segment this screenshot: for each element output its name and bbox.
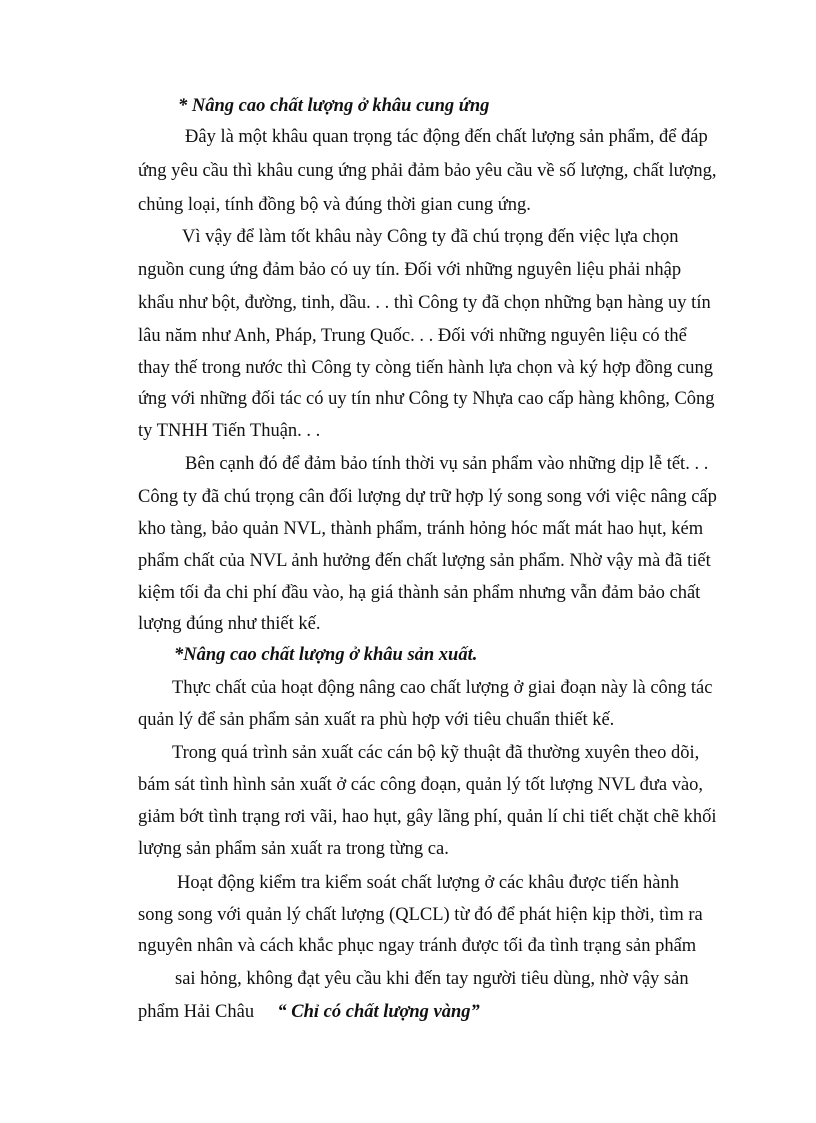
paragraph-line: chủng loại, tính đồng bộ và đúng thời gian cung ứng. [138, 195, 531, 215]
paragraph-line: sai hỏng, không đạt yêu cầu khi đến tay người tiêu dùng, nhờ vậy sản [175, 969, 689, 989]
paragraph-line: kho tàng, bảo quản NVL, thành phẩm, tránh hỏng hóc mất mát hao hụt, kém [138, 519, 704, 539]
paragraph-line: ty TNHH Tiến Thuận. . . [138, 421, 321, 441]
paragraph-line: bám sát tình hình sản xuất ở các công đoạn, quản lý tốt lượng NVL đưa vào, [138, 775, 704, 795]
paragraph-line: Đây là một khâu quan trọng tác động đến chất lượng sản phẩm, để đáp [185, 127, 708, 147]
section-heading-production: *Nâng cao chất lượng ở khâu sản xuất. [174, 645, 478, 665]
paragraph-line: song song với quản lý chất lượng (QLCL) từ đó để phát hiện kịp thời, tìm ra [138, 905, 703, 925]
paragraph-line: lâu năm như Anh, Pháp, Trung Quốc. . . Đối với những nguyên liệu có thể [138, 326, 687, 346]
paragraph-line: khẩu như bột, đường, tinh, dầu. . . thì Công ty đã chọn những bạn hàng uy tín [138, 293, 711, 313]
paragraph-line: Công ty đã chú trọng cân đối lượng dự trữ hợp lý song song với việc nâng cấp [138, 487, 717, 507]
paragraph-line: Hoạt động kiểm tra kiểm soát chất lượng ở các khâu được tiến hành [177, 873, 679, 893]
closing-quote: “ Chỉ có chất lượng vàng” [277, 1002, 480, 1022]
paragraph-line: nguyên nhân và cách khắc phục ngay tránh được tối đa tình trạng sản phẩm [138, 936, 697, 956]
paragraph-line: Vì vậy để làm tốt khâu này Công ty đã chú trọng đến việc lựa chọn [182, 227, 679, 247]
paragraph-line: quản lý để sản phẩm sản xuất ra phù hợp với tiêu chuẩn thiết kế. [138, 710, 615, 730]
paragraph-line: ứng với những đối tác có uy tín như Công ty Nhựa cao cấp hàng không, Công [138, 389, 715, 409]
paragraph-line: kiệm tối đa chi phí đầu vào, hạ giá thành sản phẩm nhưng vẫn đảm bảo chất [138, 583, 701, 603]
paragraph-line: lượng sản phẩm sản xuất ra trong từng ca. [138, 839, 449, 859]
paragraph-line: Thực chất của hoạt động nâng cao chất lượng ở giai đoạn này là công tác [172, 678, 713, 698]
paragraph-line: Bên cạnh đó để đảm bảo tính thời vụ sản phẩm vào những dịp lễ tết. . . [185, 454, 709, 474]
paragraph-line: nguồn cung ứng đảm bảo có uy tín. Đối với những nguyên liệu phải nhập [138, 260, 682, 280]
paragraph-line: phẩm chất của NVL ảnh hưởng đến chất lượng sản phẩm. Nhờ vậy mà đã tiết [138, 551, 711, 571]
paragraph-line: thay thế trong nước thì Công ty còng tiến hành lựa chọn và ký hợp đồng cung [138, 358, 713, 378]
paragraph-line: lượng đúng như thiết kế. [138, 614, 321, 634]
closing-prefix: phẩm Hải Châu [138, 1002, 255, 1022]
paragraph-line: ứng yêu cầu thì khâu cung ứng phải đảm bảo yêu cầu về số lượng, chất lượng, [138, 161, 717, 181]
section-heading-supply: * Nâng cao chất lượng ở khâu cung ứng [178, 96, 490, 116]
paragraph-line: Trong quá trình sản xuất các cán bộ kỹ thuật đã thường xuyên theo dõi, [172, 743, 700, 763]
paragraph-line: giảm bớt tình trạng rơi vãi, hao hụt, gây lãng phí, quản lí chi tiết chặt chẽ khối [138, 807, 717, 827]
closing-line [138, 1001, 480, 1023]
